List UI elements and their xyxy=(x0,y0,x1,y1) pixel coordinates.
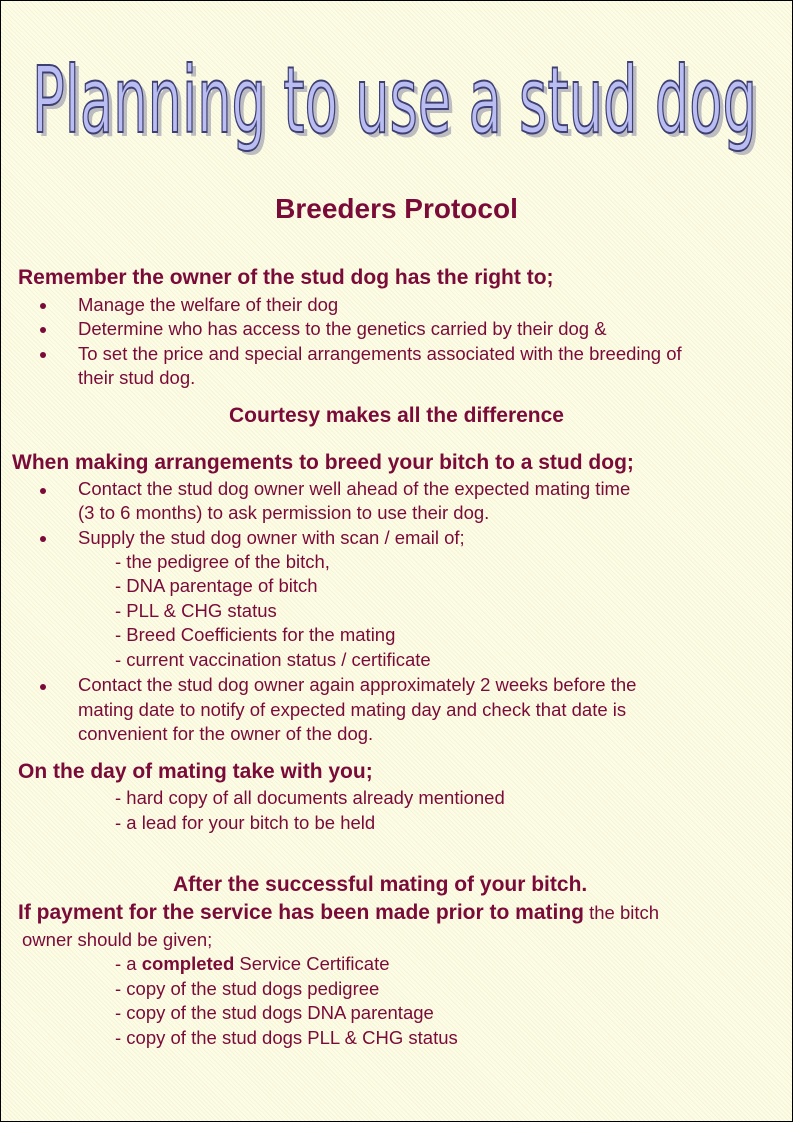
section3-item: - a lead for your bitch to be held xyxy=(115,812,376,833)
section2-item: Supply the stud dog owner with scan / email of; xyxy=(78,527,465,548)
wordart-title xyxy=(30,32,765,182)
section4-paragraph xyxy=(18,901,659,926)
section2-item-cont: mating date to notify of expected mating day and check that date is xyxy=(78,699,627,720)
cert-prefix: - a xyxy=(115,953,142,974)
section1-heading: Remember the owner of the stud dog has the right to; xyxy=(18,266,554,289)
title-text: Planning to use a stud dog xyxy=(32,47,758,154)
bullet-icon xyxy=(40,352,46,358)
bullet-icon xyxy=(40,327,46,333)
section2-item: Contact the stud dog owner well ahead of the expected mating time xyxy=(78,478,631,499)
section1-item-cont: their stud dog. xyxy=(78,367,196,388)
section3-heading: On the day of mating take with you; xyxy=(18,760,373,783)
bullet-icon xyxy=(40,536,46,542)
section2-item-cont: (3 to 6 months) to ask permission to use their dog. xyxy=(78,502,490,523)
section2-subitem: - current vaccination status / certificate xyxy=(115,649,431,670)
bullet-icon xyxy=(40,684,46,690)
bullet-icon xyxy=(40,303,46,309)
section2-subitem: - PLL & CHG status xyxy=(115,600,277,621)
title-shadow: Planning to use a stud dog xyxy=(36,51,762,158)
cert-rest: Service Certificate xyxy=(234,953,390,974)
section1-item: Determine who has access to the genetics carried by their dog & xyxy=(78,318,607,339)
section3-item: - hard copy of all documents already mentioned xyxy=(115,787,505,808)
section4-paragraph-bold: If payment for the service has been made prior to mating xyxy=(18,901,584,924)
section2-subitem: - the pedigree of the bitch, xyxy=(115,551,330,572)
section2-item: Contact the stud dog owner again approximately 2 weeks before the xyxy=(78,674,637,695)
section2-heading: When making arrangements to breed your bitch to a stud dog; xyxy=(12,451,634,474)
section4-item: - copy of the stud dogs PLL & CHG status xyxy=(115,1027,458,1048)
section4-paragraph-line2: owner should be given; xyxy=(22,929,213,950)
section4-certificate-item xyxy=(115,952,390,977)
section1-item: To set the price and special arrangements associated with the breeding of xyxy=(78,343,682,364)
section4-item: - copy of the stud dogs pedigree xyxy=(115,978,380,999)
section4-heading: After the successful mating of your bitch. xyxy=(173,873,588,896)
section1-item: Manage the welfare of their dog xyxy=(78,294,339,315)
cert-bold: completed xyxy=(141,953,235,974)
section4-paragraph-rest: the bitch xyxy=(583,902,660,923)
section2-item-cont: convenient for the owner of the dog. xyxy=(78,723,374,744)
section2-subitem: - Breed Coefficients for the mating xyxy=(115,624,396,645)
bullet-icon xyxy=(40,488,46,494)
section4-item: - copy of the stud dogs DNA parentage xyxy=(115,1002,434,1023)
subtitle: Breeders Protocol xyxy=(275,193,518,224)
section2-subitem: - DNA parentage of bitch xyxy=(115,575,318,596)
courtesy-heading: Courtesy makes all the difference xyxy=(229,404,564,427)
